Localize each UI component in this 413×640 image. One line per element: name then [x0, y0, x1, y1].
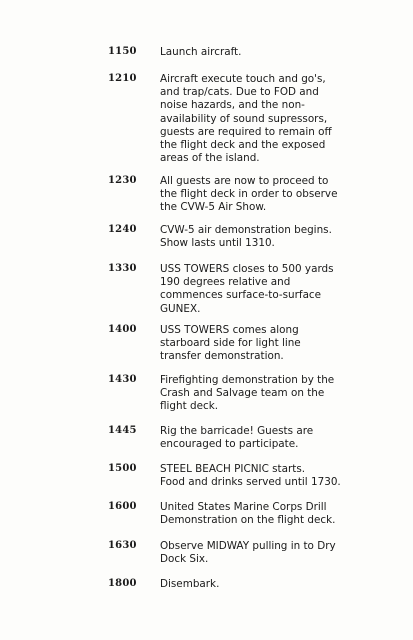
- description-line: CVW-5 air demonstration begins.: [160, 224, 332, 236]
- entry-description: [160, 501, 365, 527]
- entry-time: 1400: [108, 324, 137, 335]
- description-line: Show lasts until 1310.: [160, 237, 275, 250]
- entry-time: 1430: [108, 374, 137, 385]
- entry-description: [160, 175, 365, 215]
- entry-description: [160, 578, 365, 591]
- description-line: USS TOWERS comes along: [160, 324, 299, 336]
- description-line: Observe MIDWAY pulling in to Dry: [160, 540, 336, 552]
- description-line: starboard side for light line: [160, 337, 301, 350]
- description-line: Food and drinks served until 1730.: [160, 476, 341, 489]
- description-line: noise hazards, and the non-: [160, 99, 305, 112]
- description-line: Dock Six.: [160, 553, 209, 566]
- entry-time: 1230: [108, 175, 137, 186]
- description-line: USS TOWERS closes to 500 yards: [160, 263, 334, 275]
- description-line: encouraged to participate.: [160, 438, 299, 451]
- entry-time: 1600: [108, 501, 137, 512]
- entry-description: [160, 374, 365, 414]
- description-line: 190 degrees relative and: [160, 276, 291, 289]
- description-line: availability of sound supressors,: [160, 112, 328, 125]
- entry-time: 1330: [108, 263, 137, 274]
- entry-time: 1240: [108, 224, 137, 235]
- entry-time: 1800: [108, 578, 137, 589]
- entry-description: [160, 425, 365, 451]
- description-line: the flight deck in order to observe: [160, 188, 338, 201]
- description-line: United States Marine Corps Drill: [160, 501, 327, 513]
- description-line: flight deck.: [160, 400, 219, 413]
- entry-description: [160, 73, 365, 165]
- description-line: transfer demonstration.: [160, 350, 284, 363]
- description-line: and trap/cats. Due to FOD and: [160, 86, 319, 99]
- description-line: All guests are now to proceed to: [160, 175, 329, 187]
- description-line: areas of the island.: [160, 152, 260, 165]
- description-line: Launch aircraft.: [160, 46, 242, 58]
- entry-time: 1630: [108, 540, 137, 551]
- entry-description: [160, 46, 365, 59]
- description-line: Disembark.: [160, 578, 220, 590]
- entry-time: 1445: [108, 425, 137, 436]
- description-line: guests are required to remain off: [160, 125, 332, 138]
- entry-time: 1500: [108, 463, 137, 474]
- entry-description: [160, 263, 365, 316]
- description-line: Aircraft execute touch and go's,: [160, 73, 326, 85]
- description-line: the CVW-5 Air Show.: [160, 201, 267, 214]
- description-line: Crash and Salvage team on the: [160, 387, 325, 400]
- entry-description: [160, 463, 365, 489]
- description-line: Demonstration on the flight deck.: [160, 514, 336, 527]
- description-line: STEEL BEACH PICNIC starts.: [160, 463, 306, 475]
- entry-time: 1150: [108, 46, 137, 57]
- description-line: commences surface-to-surface: [160, 289, 322, 302]
- entry-description: [160, 224, 365, 250]
- entry-time: 1210: [108, 73, 137, 84]
- description-line: Firefighting demonstration by the: [160, 374, 335, 386]
- entry-description: [160, 540, 365, 566]
- description-line: GUNEX.: [160, 302, 201, 315]
- entry-description: [160, 324, 365, 364]
- description-line: Rig the barricade! Guests are: [160, 425, 314, 437]
- description-line: the flight deck and the exposed: [160, 139, 326, 152]
